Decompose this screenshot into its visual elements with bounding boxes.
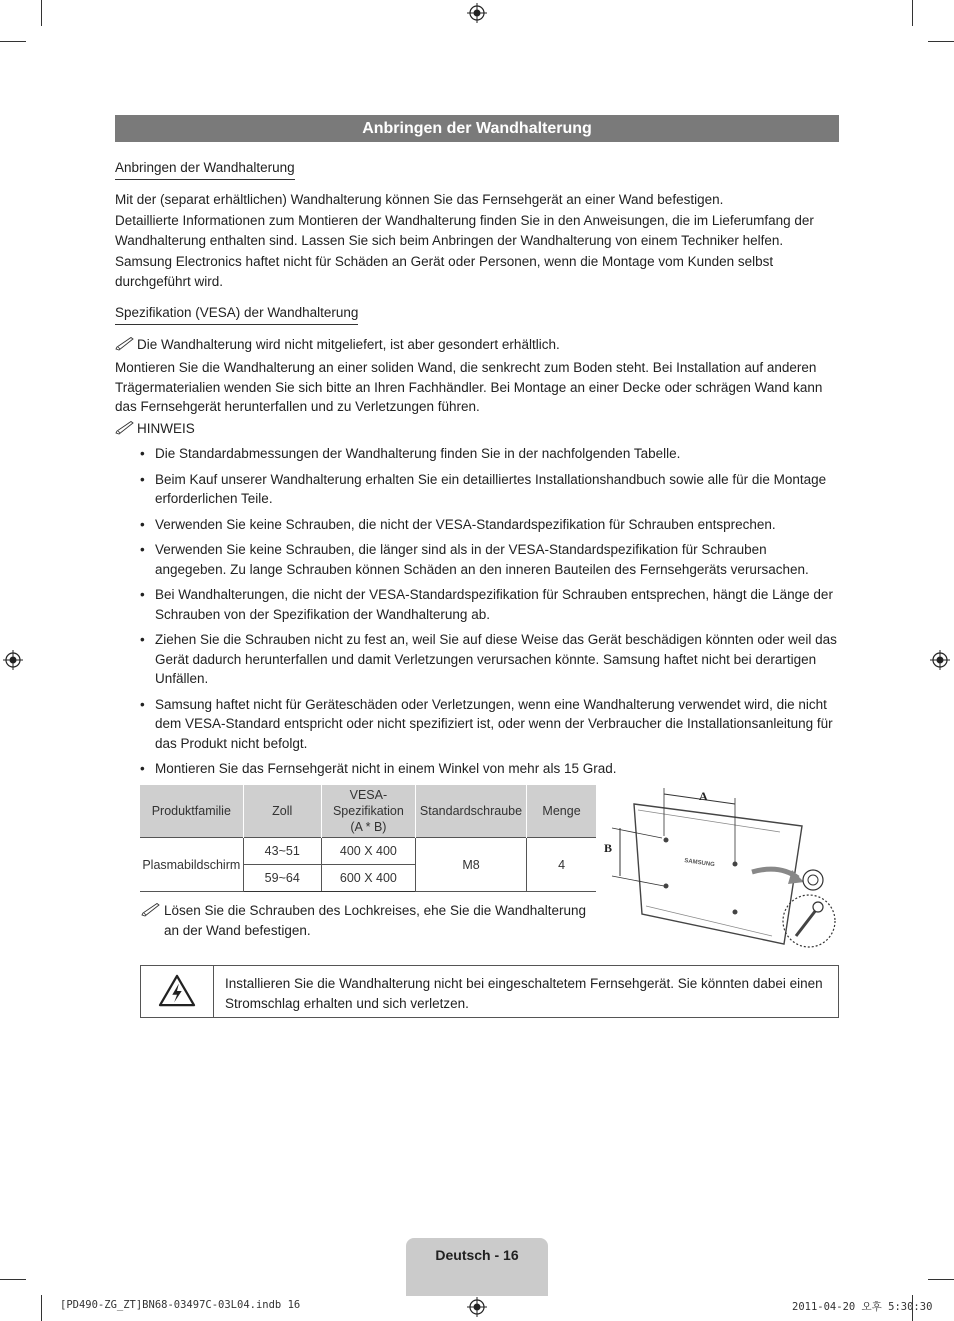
subheading-mounting: Anbringen der Wandhalterung: [115, 158, 295, 180]
list-item: • Montieren Sie das Fernsehgerät nicht in einem Winkel von mehr als 15 Grad.: [115, 759, 839, 779]
wall-mount-diagram: [602, 776, 840, 952]
screw-hole-icon: [664, 884, 669, 889]
note-text: Die Wandhalterung wird nicht mitgeliefert, ist aber gesondert erhältlich.: [137, 336, 560, 352]
list-item: • Verwenden Sie keine Schrauben, die nicht der VESA-Standardspezifikation für Schrauben entsprechen.: [115, 515, 839, 535]
hinweis-list: [115, 444, 839, 779]
crop-mark: [928, 41, 954, 42]
list-item: • Beim Kauf unserer Wandhalterung erhalten Sie ein detailliertes Installationshandbuch sowie alle für die Montage erforderlichen Teile.: [115, 470, 839, 509]
hinweis-line: [115, 419, 839, 439]
table-cell: 4: [527, 838, 596, 892]
warning-text: Installieren Sie die Wandhalterung nicht bei eingeschaltetem Fernsehgerät. Sie könnten dabei einen Stromschlag erhalten und sich verletzen.: [225, 976, 823, 1011]
table-note: [140, 901, 600, 940]
table-header: Standardschraube: [415, 785, 526, 838]
table-note-text: Lösen Sie die Schrauben des Lochkreises, ehe Sie die Wandhalterung an der Wand befestigen.: [164, 903, 587, 938]
registration-mark-icon: [467, 3, 487, 23]
crop-mark: [928, 1279, 954, 1280]
list-item: • Verwenden Sie keine Schrauben, die länger sind als in der VESA-Standardspezifikation für Schrauben angegeben. Zu lange Schrauben können Schäden an den inneren Bauteilen des Fernsehgeräts verursachen.: [115, 540, 839, 579]
crop-mark: [41, 1295, 42, 1321]
pencil-note-icon: [115, 337, 137, 351]
pencil-note-icon: [140, 903, 164, 917]
page-number-tab: Deutsch - 16: [406, 1238, 548, 1296]
list-item: • Ziehen Sie die Schrauben nicht zu fest an, weil Sie auf diese Weise das Gerät beschädigen könnten oder weil das Gerät dadurch herunterfallen und damit Verletzungen verursachen könnte. Samsung haftet nicht bei derartigen Unfällen.: [115, 630, 839, 689]
note-line: [115, 335, 839, 355]
screw-icon: [796, 910, 816, 936]
table-row: [140, 838, 596, 865]
paragraph: Mit der (separat erhältlichen) Wandhalterung können Sie das Fernsehgerät an einer Wand befestigen.: [115, 191, 724, 207]
registration-mark-icon: [467, 1297, 487, 1317]
dimension-label-b: B: [604, 841, 613, 855]
list-item: • Bei Wandhalterungen, die nicht der VESA-Standardspezifikation für Schrauben entsprechen, hängt die Länge der Schrauben von der Spezifikation der Wandhalterung ab.: [115, 585, 839, 624]
table-cell: 43~51: [243, 838, 321, 865]
screw-hole-icon: [733, 862, 738, 867]
crop-mark: [41, 0, 42, 26]
paragraph: Samsung Electronics haftet nicht für Schäden an Gerät oder Personen, wenn die Montage vom Kunden selbst durchgeführt wird.: [115, 254, 774, 289]
vesa-spec-table: [140, 785, 596, 892]
registration-mark-icon: [3, 650, 23, 670]
main-content: [115, 158, 839, 785]
table-cell: M8: [415, 838, 526, 892]
warning-box: [140, 965, 839, 1018]
screw-hole-icon: [664, 838, 669, 843]
crop-mark: [912, 0, 913, 26]
hinweis-label: HINWEIS: [137, 420, 195, 436]
print-info-right: 2011-04-20 오후 5:30:30: [792, 1301, 933, 1313]
list-item: • Die Standardabmessungen der Wandhalterung finden Sie in der nachfolgenden Tabelle.: [115, 444, 839, 464]
table-cell: 400 X 400: [321, 838, 415, 865]
registration-mark-icon: [930, 650, 950, 670]
paragraph: Montieren Sie die Wandhalterung an einer soliden Wand, die senkrecht zum Boden steht. Bei Installation auf anderen Trägermaterialien wenden Sie sich bitte an Ihren Fachhändler. Bei Montage an einer Decke oder schrägen Wand kann das Fernsehgerät herunterfallen und zu Verletzungen führen.: [115, 360, 823, 414]
list-item: • Samsung haftet nicht für Geräteschäden oder Verletzungen, wenn eine Wandhalterung verwendet wird, die nicht dem VESA-Standard entspricht oder nicht spezifiziert ist, oder wenn der Verbraucher die Installationsanleitung für das Produkt nicht befolgt.: [115, 695, 839, 754]
table-header: Menge: [527, 785, 596, 838]
section-header: Anbringen der Wandhalterung: [115, 115, 839, 142]
print-info-left: [PD490-ZG_ZT]BN68-03497C-03L04.indb 16: [60, 1299, 301, 1311]
table-header-row: [140, 785, 596, 838]
screw-hole-icon: [733, 910, 738, 915]
warning-icon-cell: [141, 966, 214, 1017]
table-header: Zoll: [243, 785, 321, 838]
dimension-label-a: A: [699, 789, 708, 803]
subheading-vesa: Spezifikation (VESA) der Wandhalterung: [115, 303, 358, 325]
electric-warning-icon: [158, 974, 196, 1008]
brand-logo: SAMSUNG: [683, 858, 716, 869]
table-header: VESA- Spezifikation (A * B): [321, 785, 415, 838]
table-cell: Plasmabildschirm: [140, 838, 243, 892]
table-cell: 59~64: [243, 865, 321, 892]
crop-mark: [0, 41, 26, 42]
table-header: Produktfamilie: [140, 785, 243, 838]
crop-mark: [0, 1279, 26, 1280]
paragraph: Detaillierte Informationen zum Montieren der Wandhalterung finden Sie in den Anweisungen, die im Lieferumfang der Wandhalterung enthalten sind. Lassen Sie sich beim Anbringen der Wandhalterung von einem Techniker helfen.: [115, 213, 814, 248]
pencil-note-icon: [115, 421, 137, 435]
table-cell: 600 X 400: [321, 865, 415, 892]
